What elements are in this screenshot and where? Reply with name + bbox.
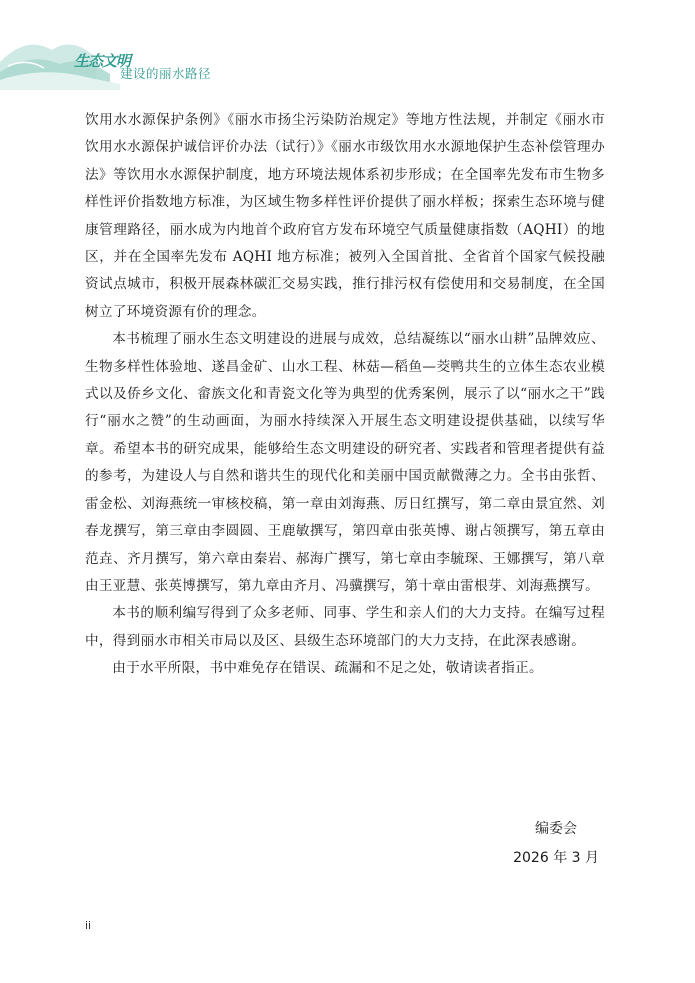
mountain-wave-decoration-icon <box>0 0 695 90</box>
page-header <box>0 0 695 90</box>
paragraph-acknowledgement: 本书的顺利编写得到了众多老师、同事、学生和亲人们的大力支持。在编写过程中，得到丽水市相关市局以及区、县级生态环境部门的大力支持，在此深表感谢。 <box>85 605 605 649</box>
paragraph-continued: 饮用水水源保护条例》《丽水市扬尘污染防治规定》等地方性法规，并制定《丽水市饮用水水源保护诚信评价办法（试行）》《丽水市级饮用水水源地保护生态补偿管理办法》等饮用水水源保护制度，地方环境法规体系初步形成；在全国率先发布市生物多样性评价指数地方标准，为区域生物多样性评价提供了丽水样板；探索生态环境与健康管理路径，丽水成为内地首个政府官方发布环境空气质量健康指数（AQHI）的地区，并在全国率先发布 AQHI 地方标准；被列入全国首批、全省首个国家气候投融资试点城市，积极开展森林碳汇交易实践，推行排污权有偿使用和交易制度，在全国树立了环境资源有价的理念。 <box>85 112 605 320</box>
signature-editor: 编委会 <box>535 821 577 837</box>
page-number: ii <box>85 919 92 932</box>
header-subtitle: 建设的丽水路径 <box>120 66 212 81</box>
page-body <box>85 107 605 683</box>
paragraph-book-summary: 本书梳理了丽水生态文明建设的进展与成效，总结凝练以“丽水山耕”品牌效应、生物多样性体验地、遂昌金矿、山水工程、林菇—稻鱼—茭鸭共生的立体生态农业模式以及侨乡文化、畲族文化和青瓷文化等为典型的优秀案例，展示了以“丽水之干”践行“丽水之赞”的生动画面，为丽水持续深入开展生态文明建设提供基础，以续写华章。希望本书的研究成果，能够给生态文明建设的研究者、实践者和管理者提供有益的参考，为建设人与自然和谐共生的现代化和美丽中国贡献微薄之力。全书由张哲、雷金松、刘海燕统一审核校稿，第一章由刘海燕、厉日红撰写，第二章由景宜然、刘春龙撰写，第三章由李圆圆、王鹿敏撰写，第四章由张英博、谢占领撰写，第五章由范垚、齐月撰写，第六章由秦岩、郝海广撰写，第七章由李毓琛、王娜撰写，第八章由王亚慧、张英博撰写，第九章由齐月、冯骥撰写，第十章由雷根芽、刘海燕撰写。 <box>85 331 605 594</box>
header-logo-text: 生态文明 <box>74 52 131 70</box>
signature-date: 2026 年 3 月 <box>513 850 599 866</box>
paragraph-disclaimer: 由于水平所限，书中难免存在错误、疏漏和不足之处，敬请读者指正。 <box>112 660 543 677</box>
